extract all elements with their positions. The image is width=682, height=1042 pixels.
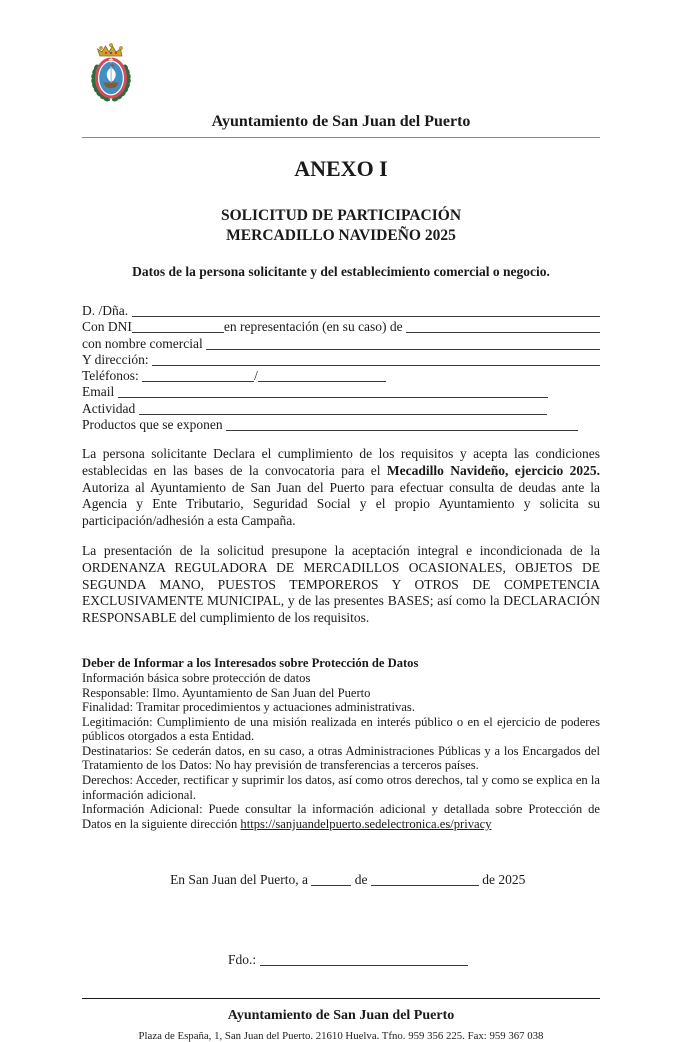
representation-blank [406,320,600,333]
name-label: D. /Dña. [82,303,132,318]
date-place-text: En San Juan del Puerto, a [170,872,309,888]
dni-blank [132,320,224,333]
address-label: Y dirección: [82,351,152,367]
day-blank [311,873,351,886]
data-protection-section [82,656,600,831]
trade-name-blank [206,337,600,350]
town-crest-logo [86,40,600,104]
signature-blank [260,953,468,966]
town-crest-icon [86,40,136,104]
representation-label: en representación (en su caso) de [223,319,407,335]
page-footer [82,998,600,1042]
date-de1: de [354,872,368,888]
phones-separator: / [254,368,258,384]
activity-blank [139,402,547,415]
phone1-blank [142,369,254,382]
phone2-blank [258,369,386,382]
protection-recipients: Destinatarios: Se cederán datos, en su caso, a otras Administraciones Públicas y a los Encargados del Tratamiento de los Datos: No hay previsión de transferencias a terceros países. [82,743,600,773]
data-protection-heading: Deber de Informar a los Interesados sobre Protección de Datos [82,656,419,671]
dni-row [82,318,600,334]
acceptance-paragraph: La presentación de la solicitud presupone la aceptación integral e incondicionada de la ORDENANZA REGULADORA DE MERCADILLOS OCASIONALES, OBJETOS DE SEGUNDA MANO, PUESTOS TEMPOREROS Y OTROS DE COMPETENCIA EXCLUSIVAMENTE MUNICIPAL, y de las presentes BASES; así como la DECLARACIÓN RESPONSABLE del cumplimiento de los requisitos. [82,543,600,625]
protection-legitimation: Legitimación: Cumplimiento de una misión realizada en interés público o en el ejercicio de poderes públicos otorgados a esta Entidad. [82,714,600,744]
declaration-paragraph [82,446,600,529]
products-label: Productos que se exponen [82,417,226,433]
protection-additional-info [82,802,600,831]
signature-line [82,935,600,984]
signed-label: Fdo.: [227,952,260,968]
phones-row [82,367,600,383]
privacy-policy-link[interactable]: https://sanjuandelpuerto.sedelectronica.es/privacy [240,816,492,831]
header-divider [82,137,600,138]
date-de2: de 2025 [482,872,526,888]
footer-org-title: Ayuntamiento de San Juan del Puerto [227,1008,455,1024]
declaration-bold-campaign: Mecadillo Navideño, ejercicio 2025. [386,462,600,478]
email-row [82,383,600,399]
protection-rights: Derechos: Acceder, rectificar y suprimir los datos, así como otros derechos, tal y como se explica en la información adicional. [82,773,600,802]
address-blank [152,353,600,366]
applicant-form [82,302,600,432]
additional-info-label: Información Adicional: Puede consultar la información adicional y detallada sobre Protección de Datos en la siguiente dirección [82,802,600,831]
subtitle-line-2: MERCADILLO NAVIDEÑO 2025 [226,227,456,244]
phones-label: Teléfonos: [82,368,143,384]
footer-divider [82,998,600,999]
products-blank [226,418,578,431]
declaration-text-1: La persona solicitante Declara el cumplimiento de los requisitos y acepta las condiciones establecidas en las bases de la convocatoria para el [82,446,600,478]
activity-label: Actividad [82,400,139,416]
email-label: Email [82,384,118,400]
trade-name-row [82,335,600,351]
name-blank [132,304,601,317]
protection-purpose: Finalidad: Tramitar procedimientos y actuaciones administrativas. [82,700,415,715]
protection-responsible: Responsable: Ilmo. Ayuntamiento de San Juan del Puerto [82,685,371,700]
header-org-title: Ayuntamiento de San Juan del Puerto [211,113,471,130]
month-blank [371,873,479,886]
products-row [82,416,600,432]
footer-address: Plaza de España, 1, San Juan del Puerto. 21610 Huelva. Tfno. 959 356 225. Fax: 959 367 038 [138,1030,544,1042]
subtitle-line-1: SOLICITUD DE PARTICIPACIÓN [220,207,462,224]
address-row [82,351,600,367]
protection-basic-info: Información básica sobre protección de datos [82,670,311,685]
declaration-text-2: Autoriza al Ayuntamiento de San Juan del Puerto para efectuar consulta de deudas ante la Agencia y Ente Tributario, Seguridad Social y el propio Ayuntamiento y solicita su participación/adhesión a esta Campaña. [82,479,600,528]
applicant-data-heading: Datos de la persona solicitante y del establecimiento comercial o negocio. [132,264,550,279]
document-subtitle [82,206,600,246]
dni-label: Con DNI [82,319,132,335]
name-row [82,302,600,318]
date-line [82,855,600,904]
activity-row [82,400,600,416]
page-title: ANEXO I [294,156,388,181]
trade-name-label: con nombre comercial [82,335,207,351]
email-blank [118,385,548,398]
